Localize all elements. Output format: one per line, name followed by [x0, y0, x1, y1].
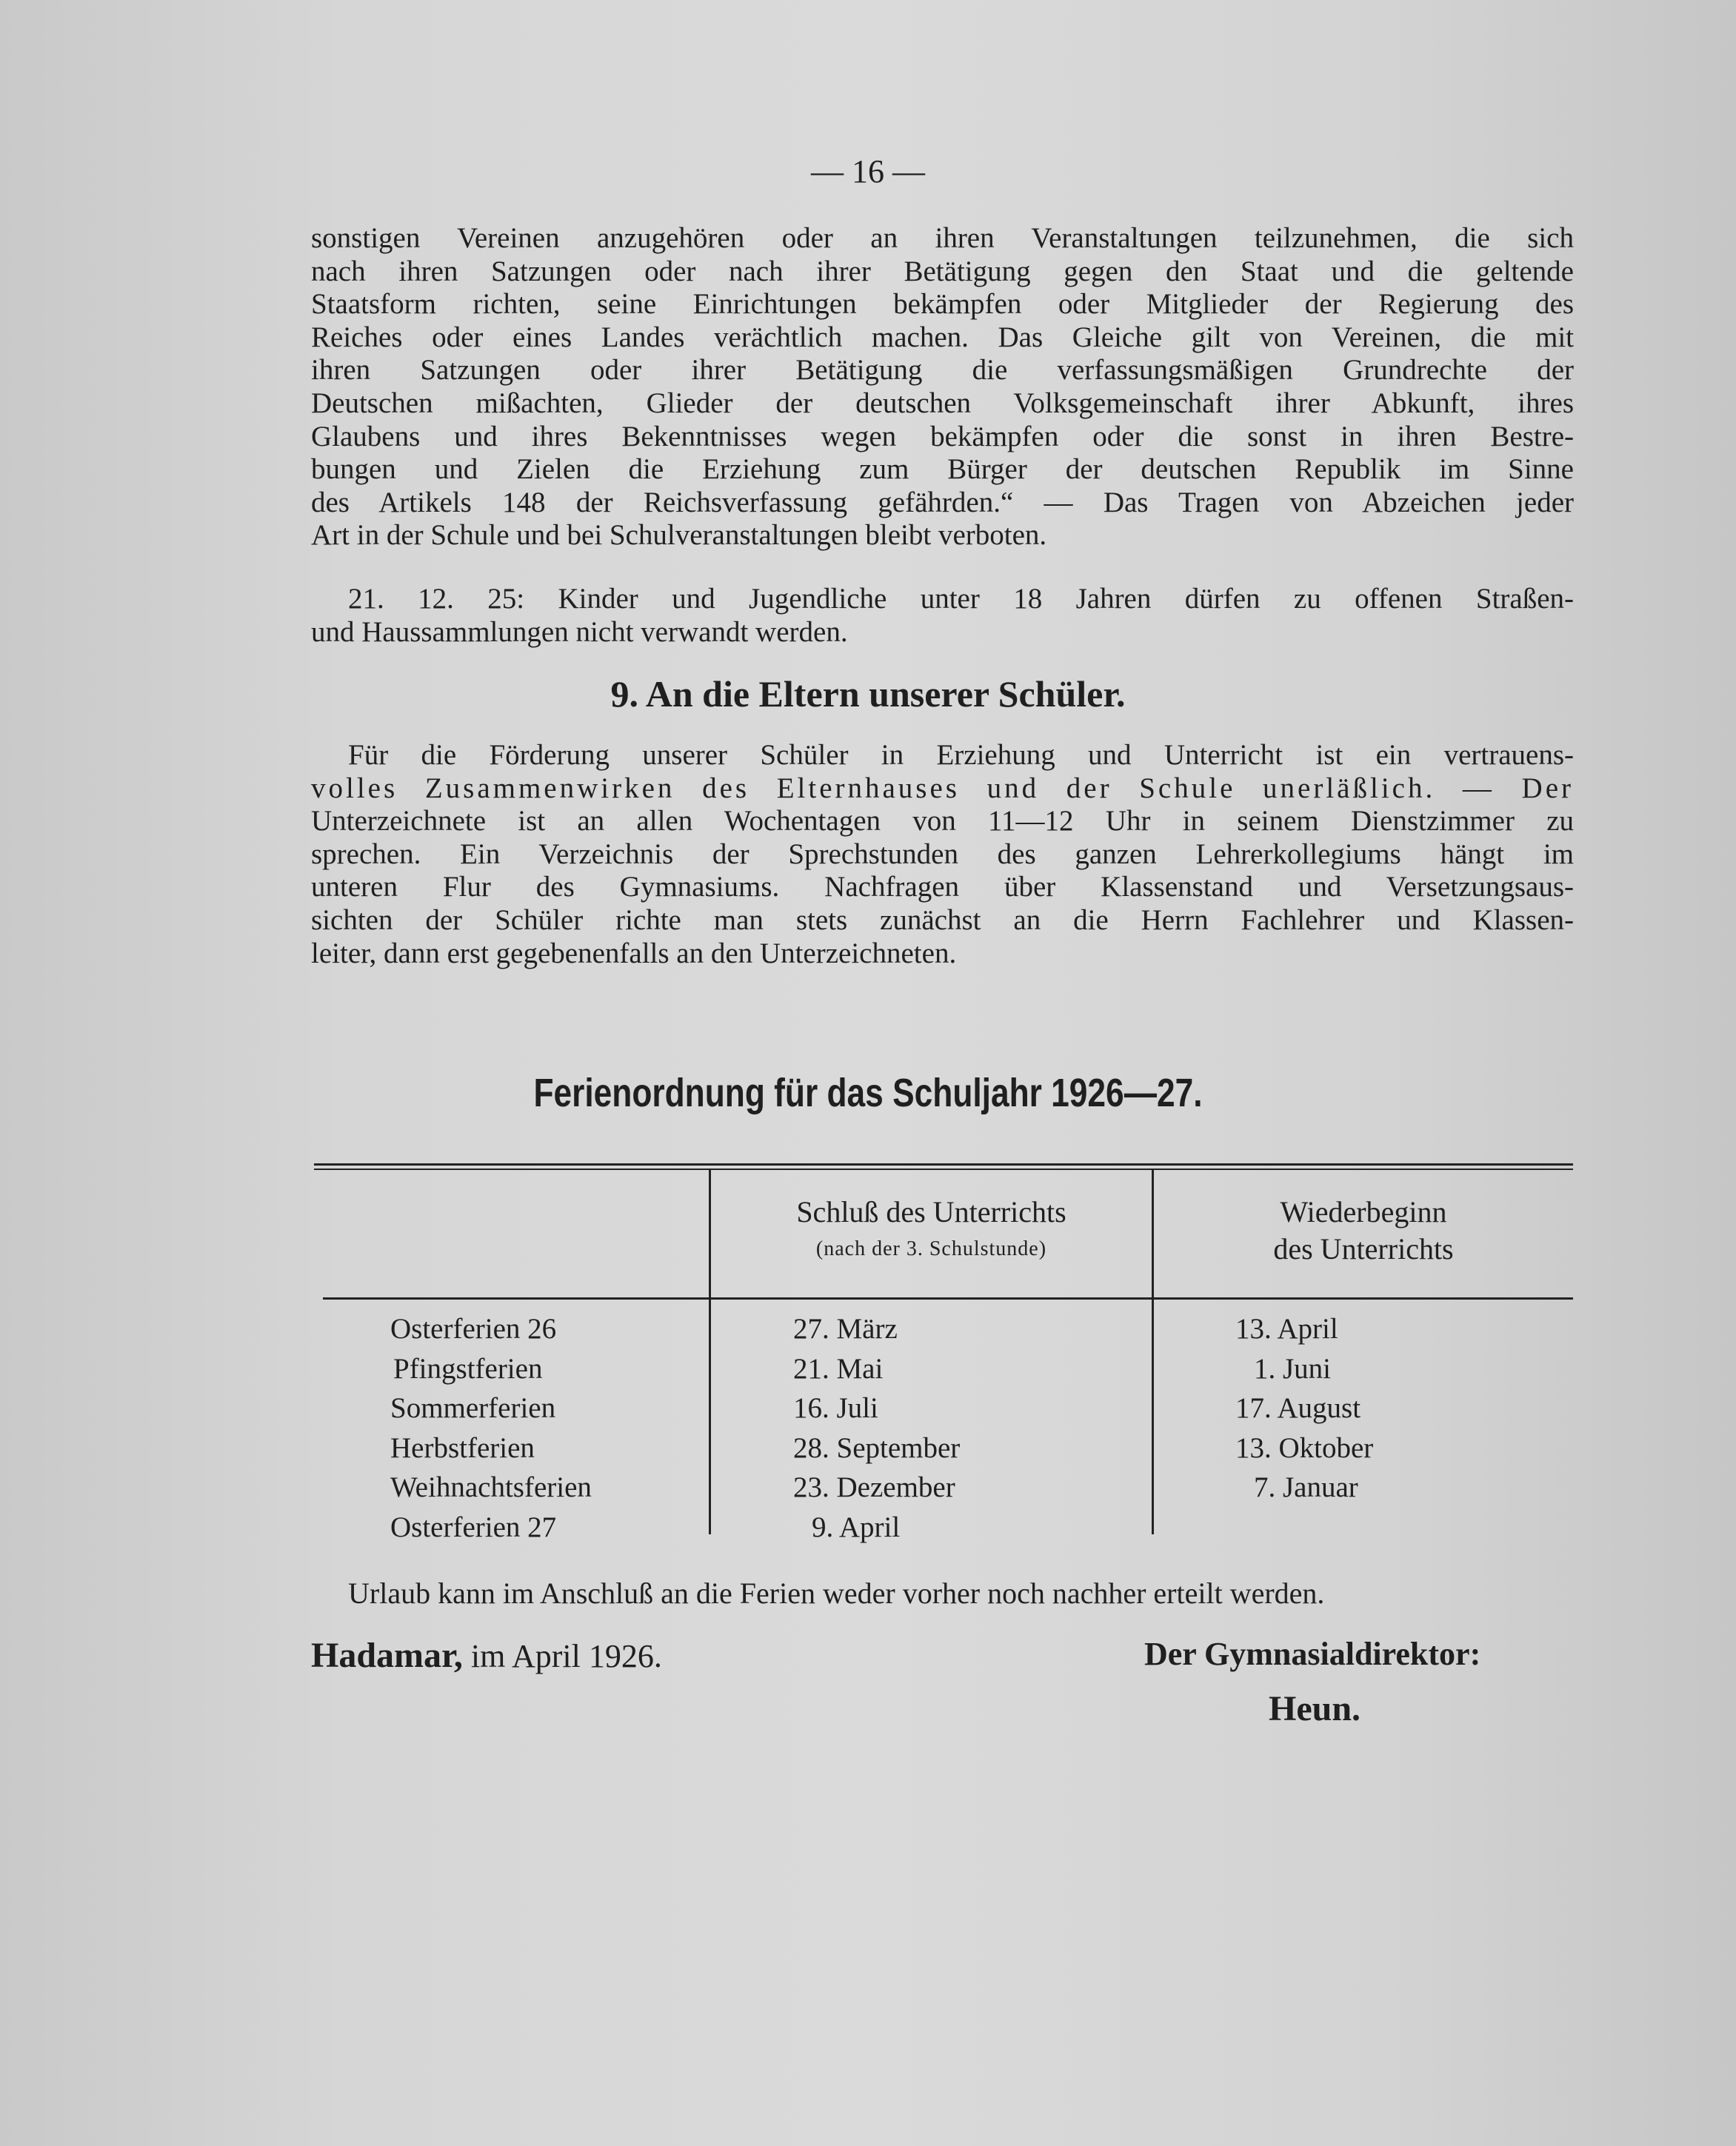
end-date: 21. Mai: [793, 1352, 884, 1385]
holiday-names-column: [390, 1309, 592, 1547]
end-dates-column: [793, 1309, 960, 1547]
text-line: sprechen. Ein Verzeichnis der Sprechstunden des ganzen Lehrerkollegiums hängt im: [311, 838, 1574, 870]
holiday-name: Sommerferien: [390, 1392, 556, 1424]
text-line: des Artikels 148 der Reichsverfassung gefährden.“ — Das Tragen von Abzeichen jeder: [311, 486, 1574, 518]
text-line: Art in der Schule und bei Schulveranstaltungen bleibt verboten.: [311, 519, 1047, 552]
signature-name: Heun.: [1269, 1689, 1361, 1728]
place-name: Hadamar,: [311, 1636, 463, 1675]
text-line: Für die Förderung unserer Schüler in Erziehung und Unterricht ist ein vertrauens-: [348, 739, 1574, 771]
text-line: Unterzeichnete ist an allen Wochentagen von 11—12 Uhr in seinem Dienstzimmer zu: [311, 805, 1574, 838]
holiday-name: Osterferien 26: [390, 1313, 557, 1345]
text-line: Staatsform richten, seine Einrichtungen bekämpfen oder Mitglieder der Regierung des: [311, 288, 1574, 321]
date-text: im April 1926.: [462, 1638, 662, 1674]
holiday-name: Weihnachtsferien: [390, 1471, 592, 1503]
text-line: Glaubens und ihres Bekenntnisses wegen bekämpfen oder die sonst in ihren Bestre-: [311, 420, 1574, 452]
restart-dates-column: [1235, 1309, 1373, 1508]
end-date: 23. Dezember: [793, 1471, 955, 1503]
page-number: — 16 —: [811, 153, 925, 190]
text-line: Deutschen mißachten, Glieder der deutschen Volksgemeinschaft ihrer Abkunft, ihres: [311, 387, 1574, 419]
column-header-restart-line2: des Unterrichts: [1273, 1232, 1454, 1266]
restart-date: 13. April: [1235, 1313, 1338, 1345]
table-header-rule: [323, 1297, 1573, 1300]
restart-date: 13. Oktober: [1235, 1431, 1374, 1464]
signature-title: Der Gymnasialdirektor:: [1144, 1636, 1481, 1672]
table-title: Ferienordnung für das Schuljahr 1926—27.: [533, 1071, 1203, 1115]
holiday-name: Herbstferien: [390, 1431, 535, 1464]
column-header-restart-line1: Wiederbeginn: [1280, 1195, 1447, 1229]
text-line: ihren Satzungen oder ihrer Betätigung die verfassungsmäßigen Grundrechte der: [311, 354, 1574, 387]
paragraph-1: [311, 222, 1574, 552]
table-top-rule: [314, 1163, 1573, 1166]
table-top-rule-double: [314, 1169, 1573, 1170]
text-line: leiter, dann erst gegebenenfalls an den Unterzeichneten.: [311, 937, 957, 969]
column-header-end-title: Schluß des Unterrichts: [796, 1195, 1066, 1229]
paragraph-3: [311, 739, 1574, 970]
column-header-end: [711, 1194, 1152, 1268]
end-date: 9. April: [812, 1511, 901, 1543]
paragraph-2: [311, 583, 1574, 649]
end-date: 16. Juli: [793, 1392, 878, 1424]
end-date: 27. März: [793, 1313, 898, 1345]
text-line: volles Zusammenwirken des Elternhauses und der Schule unerläßlich. — Der: [311, 772, 1574, 804]
text-line: sonstigen Vereinen anzugehören oder an ihren Veranstaltungen teilzunehmen, die sich: [311, 222, 1574, 254]
holiday-name: Osterferien 27: [390, 1511, 557, 1543]
place-date: [311, 1635, 662, 1676]
restart-date: 1. Juni: [1254, 1352, 1332, 1385]
column-header-end-subtitle: (nach der 3. Schulstunde): [815, 1237, 1047, 1260]
vacation-note: Urlaub kann im Anschluß an die Ferien weder vorher noch nachher erteilt werden.: [348, 1577, 1325, 1610]
restart-date: 7. Januar: [1254, 1471, 1358, 1503]
text-line: bungen und Zielen die Erziehung zum Bürger der deutschen Republik im Sinne: [311, 453, 1574, 486]
holiday-name: Pfingstferien: [393, 1352, 543, 1385]
text-line: nach ihren Satzungen oder nach ihrer Betätigung gegen den Staat und die geltende: [311, 255, 1574, 287]
text-line: Reiches oder eines Landes verächtlich machen. Das Gleiche gilt von Vereinen, die mit: [311, 321, 1574, 353]
restart-date: 17. August: [1235, 1392, 1361, 1424]
section-heading: 9. An die Eltern unserer Schüler.: [610, 673, 1126, 715]
column-header-restart: [1154, 1194, 1573, 1268]
text-line: und Haussammlungen nicht verwandt werden.: [311, 615, 848, 648]
text-line: sichten der Schüler richte man stets zunächst an die Herrn Fachlehrer und Klassen-: [311, 903, 1574, 936]
end-date: 28. September: [793, 1431, 961, 1464]
text-line: 21. 12. 25: Kinder und Jugendliche unter 18 Jahren dürfen zu offenen Straßen-: [348, 583, 1574, 615]
text-line: unteren Flur des Gymnasiums. Nachfragen über Klassenstand und Versetzungsaus-: [311, 871, 1574, 903]
